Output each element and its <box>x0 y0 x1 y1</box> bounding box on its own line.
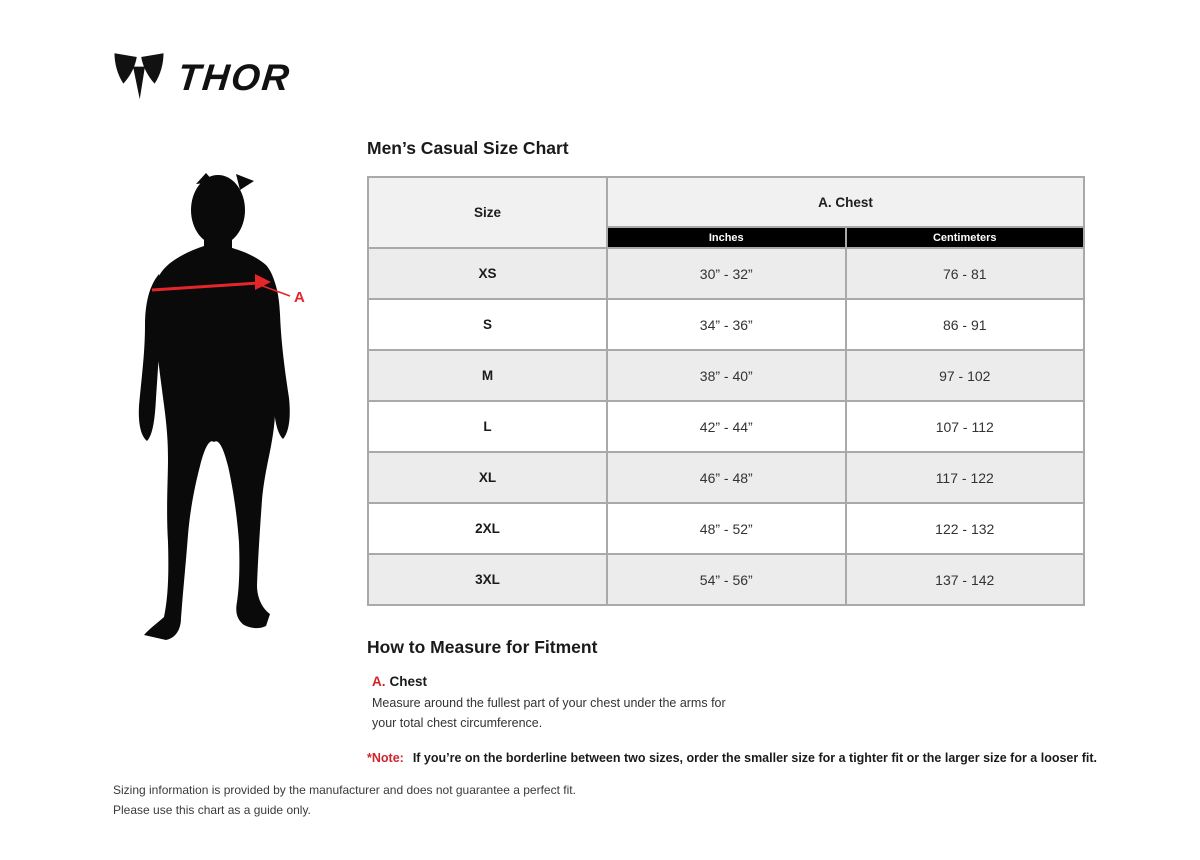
measure-item-name: Chest <box>389 674 428 689</box>
size-cell: 3XL <box>368 554 607 605</box>
measure-item-description: Measure around the fullest part of your chest under the arms for your total chest circumference. <box>372 696 726 730</box>
size-cell: 2XL <box>368 503 607 554</box>
size-cell: L <box>368 401 607 452</box>
table-row-l <box>368 401 1084 452</box>
brand-logo <box>113 53 291 101</box>
table-row-s <box>368 299 1084 350</box>
table-row-xl <box>368 452 1084 503</box>
note-text: If you’re on the borderline between two sizes, order the smaller size for a tighter fit or the larger size for a looser fit. <box>412 751 1097 765</box>
measure-item-label <box>372 674 427 689</box>
sizing-note <box>367 751 1097 765</box>
centimeters-cell: 76 - 81 <box>846 248 1085 299</box>
size-cell: S <box>368 299 607 350</box>
table-row-2xl <box>368 503 1084 554</box>
disclaimer-footer <box>113 781 576 821</box>
disclaimer-line-2: Please use this chart as a guide only. <box>113 802 311 817</box>
size-cell: XS <box>368 248 607 299</box>
size-column-header: Size <box>368 177 607 248</box>
brand-wordmark: THOR <box>175 56 293 98</box>
silhouette-left-arm <box>139 274 161 441</box>
inches-cell: 34” - 36” <box>607 299 846 350</box>
size-chart-table <box>367 176 1085 606</box>
table-row-3xl <box>368 554 1084 605</box>
table-row-m <box>368 350 1084 401</box>
inches-cell: 46” - 48” <box>607 452 846 503</box>
size-cell: M <box>368 350 607 401</box>
inches-cell: 42” - 44” <box>607 401 846 452</box>
chest-marker-label: A <box>294 289 305 306</box>
centimeters-cell: 107 - 112 <box>846 401 1085 452</box>
body-silhouette-figure <box>138 170 370 648</box>
inches-column-header: Inches <box>607 227 846 248</box>
inches-cell: 38” - 40” <box>607 350 846 401</box>
centimeters-column-header: Centimeters <box>846 227 1085 248</box>
page-title: Men’s Casual Size Chart <box>367 138 569 158</box>
disclaimer-line-1: Sizing information is provided by the manufacturer and does not guarantee a perfect fit. <box>113 783 576 797</box>
thor-horns-icon <box>113 53 165 101</box>
inches-cell: 54” - 56” <box>607 554 846 605</box>
note-label: *Note: <box>367 751 404 765</box>
table-row-xs <box>368 248 1084 299</box>
chest-group-header: A. Chest <box>607 177 1084 227</box>
centimeters-cell: 122 - 132 <box>846 503 1085 554</box>
size-cell: XL <box>368 452 607 503</box>
centimeters-cell: 137 - 142 <box>846 554 1085 605</box>
centimeters-cell: 86 - 91 <box>846 299 1085 350</box>
inches-cell: 48” - 52” <box>607 503 846 554</box>
centimeters-cell: 117 - 122 <box>846 452 1085 503</box>
how-to-measure-heading: How to Measure for Fitment <box>367 637 598 657</box>
inches-cell: 30” - 32” <box>607 248 846 299</box>
silhouette-body <box>144 246 279 640</box>
measure-item-letter: A. <box>372 674 386 689</box>
centimeters-cell: 97 - 102 <box>846 350 1085 401</box>
